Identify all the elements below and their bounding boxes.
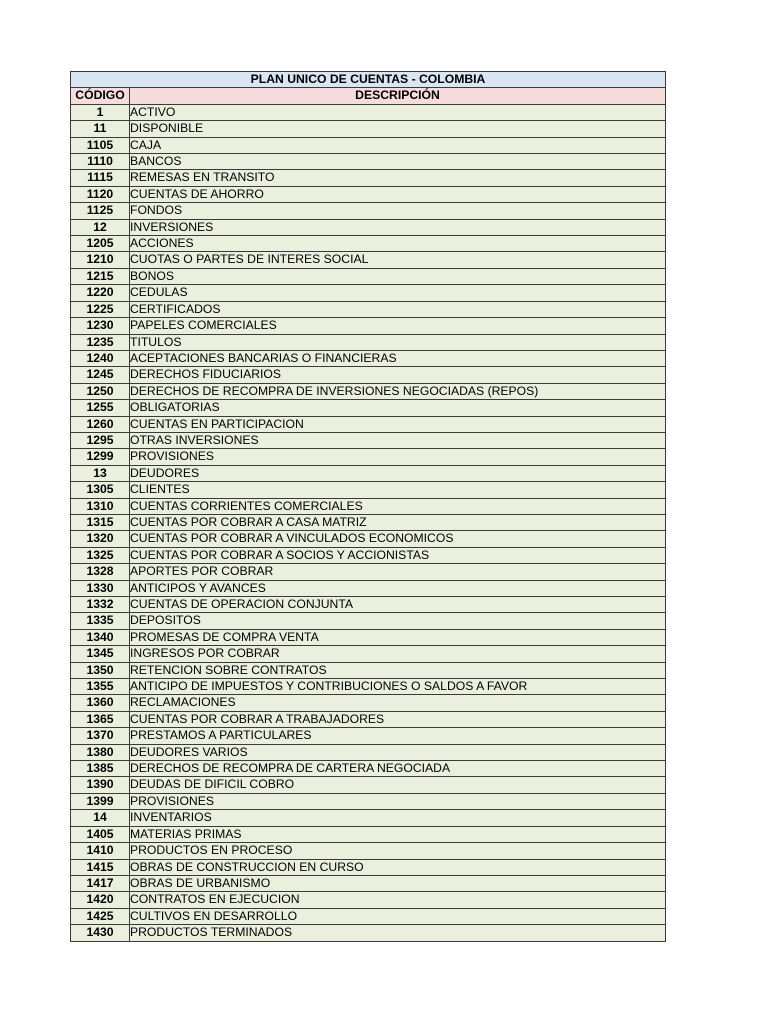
account-code-cell[interactable]: 1105 [71,137,130,153]
table-row [71,285,666,301]
table-title[interactable]: PLAN UNICO DE CUENTAS - COLOMBIA [71,72,666,88]
account-description-cell[interactable]: DEUDORES VARIOS [130,744,666,760]
account-description-cell[interactable]: CAJA [130,137,666,153]
table-row [71,859,666,875]
account-code-cell[interactable]: 1125 [71,203,130,219]
account-code-cell[interactable]: 1245 [71,367,130,383]
account-description-cell[interactable]: CULTIVOS EN DESARROLLO [130,908,666,924]
account-description-cell[interactable]: DEUDORES [130,465,666,481]
table-row [71,793,666,809]
account-code-cell[interactable]: 1410 [71,843,130,859]
account-description-cell[interactable]: CUOTAS O PARTES DE INTERES SOCIAL [130,252,666,268]
table-row [71,498,666,514]
table-row [71,252,666,268]
table-row [71,416,666,432]
account-description-cell[interactable]: CUENTAS POR COBRAR A CASA MATRIZ [130,514,666,530]
table-row [71,761,666,777]
account-code-cell[interactable]: 1332 [71,597,130,613]
table-row [71,334,666,350]
account-description-cell[interactable]: REMESAS EN TRANSITO [130,170,666,186]
account-code-cell[interactable]: 1215 [71,268,130,284]
table-row [71,121,666,137]
table-row [71,547,666,563]
header-row [71,88,666,104]
account-description-cell[interactable]: CUENTAS POR COBRAR A SOCIOS Y ACCIONISTAS [130,547,666,563]
table-row [71,301,666,317]
account-code-cell[interactable]: 1260 [71,416,130,432]
table-row [71,826,666,842]
table-row [71,170,666,186]
account-code-cell[interactable]: 1230 [71,318,130,334]
account-code-cell[interactable]: 1328 [71,564,130,580]
account-code-cell[interactable]: 1220 [71,285,130,301]
account-description-cell[interactable]: ANTICIPOS Y AVANCES [130,580,666,596]
account-description-cell[interactable]: BANCOS [130,154,666,170]
title-row [71,72,666,88]
account-code-cell[interactable]: 1350 [71,662,130,678]
account-description-cell[interactable]: INVERSIONES [130,219,666,235]
account-description-cell[interactable]: OBRAS DE CONSTRUCCION EN CURSO [130,859,666,875]
account-code-cell[interactable]: 14 [71,810,130,826]
code-column-header[interactable]: CÓDIGO [71,88,130,104]
account-code-cell[interactable]: 1305 [71,482,130,498]
table-row [71,892,666,908]
account-description-cell[interactable]: PROMESAS DE COMPRA VENTA [130,629,666,645]
table-row [71,367,666,383]
account-description-cell[interactable]: DISPONIBLE [130,121,666,137]
account-description-cell[interactable]: CONTRATOS EN EJECUCION [130,892,666,908]
account-description-cell[interactable]: INVENTARIOS [130,810,666,826]
table-row [71,564,666,580]
account-description-cell[interactable]: OBLIGATORIAS [130,400,666,416]
table-row [71,695,666,711]
account-description-cell[interactable]: CLIENTES [130,482,666,498]
table-row [71,629,666,645]
account-code-cell[interactable]: 1380 [71,744,130,760]
table-row [71,514,666,530]
table-row [71,646,666,662]
account-description-cell[interactable]: CUENTAS CORRIENTES COMERCIALES [130,498,666,514]
account-code-cell[interactable]: 1340 [71,629,130,645]
table-row [71,203,666,219]
account-code-cell[interactable]: 11 [71,121,130,137]
account-description-cell[interactable]: RETENCION SOBRE CONTRATOS [130,662,666,678]
account-description-cell[interactable]: CERTIFICADOS [130,301,666,317]
account-code-cell[interactable]: 1295 [71,432,130,448]
account-code-cell[interactable]: 1299 [71,449,130,465]
account-description-cell[interactable]: CUENTAS EN PARTICIPACION [130,416,666,432]
table-row [71,318,666,334]
table-row [71,383,666,399]
account-code-cell[interactable]: 1365 [71,711,130,727]
account-description-cell[interactable]: CUENTAS DE AHORRO [130,186,666,202]
account-description-cell[interactable]: ANTICIPO DE IMPUESTOS Y CONTRIBUCIONES O SALDOS A FAVOR [130,679,666,695]
account-description-cell[interactable]: CEDULAS [130,285,666,301]
account-description-cell[interactable]: DERECHOS FIDUCIARIOS [130,367,666,383]
table-row [71,465,666,481]
account-description-cell[interactable]: PROVISIONES [130,449,666,465]
account-description-cell[interactable]: DERECHOS DE RECOMPRA DE CARTERA NEGOCIADA [130,761,666,777]
account-code-cell[interactable]: 1240 [71,350,130,366]
account-description-cell[interactable]: BONOS [130,268,666,284]
account-code-cell[interactable]: 1430 [71,925,130,941]
table-row [71,613,666,629]
account-description-cell[interactable]: PRESTAMOS A PARTICULARES [130,728,666,744]
table-row [71,482,666,498]
table-row [71,744,666,760]
table-row [71,449,666,465]
account-description-cell[interactable]: PAPELES COMERCIALES [130,318,666,334]
account-code-cell[interactable]: 1405 [71,826,130,842]
table-row [71,728,666,744]
account-code-cell[interactable]: 13 [71,465,130,481]
table-body [71,104,666,941]
account-code-cell[interactable]: 1385 [71,761,130,777]
account-code-cell[interactable]: 1335 [71,613,130,629]
table-row [71,104,666,120]
table-row [71,810,666,826]
table-row [71,350,666,366]
table-row [71,236,666,252]
account-code-cell[interactable]: 1320 [71,531,130,547]
account-code-cell[interactable]: 1110 [71,154,130,170]
account-description-cell[interactable]: PROVISIONES [130,793,666,809]
table-row [71,186,666,202]
table-row [71,597,666,613]
account-code-cell[interactable]: 1415 [71,859,130,875]
account-description-cell[interactable]: RECLAMACIONES [130,695,666,711]
description-column-header[interactable]: DESCRIPCIÓN [130,88,666,104]
table-row [71,662,666,678]
account-description-cell[interactable]: OTRAS INVERSIONES [130,432,666,448]
account-code-cell[interactable]: 1390 [71,777,130,793]
account-description-cell[interactable]: CUENTAS POR COBRAR A VINCULADOS ECONOMICOS [130,531,666,547]
account-description-cell[interactable]: ACTIVO [130,104,666,120]
account-code-cell[interactable]: 1315 [71,514,130,530]
account-code-cell[interactable]: 1 [71,104,130,120]
account-description-cell[interactable]: PRODUCTOS TERMINADOS [130,925,666,941]
account-code-cell[interactable]: 1250 [71,383,130,399]
table-row [71,843,666,859]
account-code-cell[interactable]: 1345 [71,646,130,662]
account-code-cell[interactable]: 1205 [71,236,130,252]
account-code-cell[interactable]: 1330 [71,580,130,596]
account-code-cell[interactable]: 1417 [71,875,130,891]
table-row [71,580,666,596]
account-code-cell[interactable]: 1360 [71,695,130,711]
table-row [71,137,666,153]
account-code-cell[interactable]: 1120 [71,186,130,202]
table-row [71,679,666,695]
account-description-cell[interactable]: ACCIONES [130,236,666,252]
account-description-cell[interactable]: ACEPTACIONES BANCARIAS O FINANCIERAS [130,350,666,366]
table-row [71,154,666,170]
account-description-cell[interactable]: DEPOSITOS [130,613,666,629]
table-row [71,531,666,547]
table-row [71,925,666,941]
accounts-table [70,71,666,942]
table-row [71,875,666,891]
account-code-cell[interactable]: 1325 [71,547,130,563]
account-description-cell[interactable]: DERECHOS DE RECOMPRA DE INVERSIONES NEGOCIADAS (REPOS) [130,383,666,399]
table-row [71,711,666,727]
account-code-cell[interactable]: 1310 [71,498,130,514]
account-code-cell[interactable]: 1420 [71,892,130,908]
account-description-cell[interactable]: MATERIAS PRIMAS [130,826,666,842]
account-description-cell[interactable]: CUENTAS POR COBRAR A TRABAJADORES [130,711,666,727]
account-description-cell[interactable]: OBRAS DE URBANISMO [130,875,666,891]
table-row [71,432,666,448]
account-description-cell[interactable]: CUENTAS DE OPERACION CONJUNTA [130,597,666,613]
table-row [71,268,666,284]
account-code-cell[interactable]: 1370 [71,728,130,744]
account-code-cell[interactable]: 1399 [71,793,130,809]
account-code-cell[interactable]: 12 [71,219,130,235]
table-row [71,400,666,416]
table-row [71,908,666,924]
account-description-cell[interactable]: INGRESOS POR COBRAR [130,646,666,662]
account-description-cell[interactable]: DEUDAS DE DIFICIL COBRO [130,777,666,793]
account-code-cell[interactable]: 1225 [71,301,130,317]
account-description-cell[interactable]: APORTES POR COBRAR [130,564,666,580]
account-code-cell[interactable]: 1355 [71,679,130,695]
account-code-cell[interactable]: 1255 [71,400,130,416]
account-code-cell[interactable]: 1210 [71,252,130,268]
account-description-cell[interactable]: TITULOS [130,334,666,350]
table-row [71,219,666,235]
account-code-cell[interactable]: 1115 [71,170,130,186]
account-description-cell[interactable]: FONDOS [130,203,666,219]
account-code-cell[interactable]: 1425 [71,908,130,924]
account-code-cell[interactable]: 1235 [71,334,130,350]
table-row [71,777,666,793]
account-description-cell[interactable]: PRODUCTOS EN PROCESO [130,843,666,859]
